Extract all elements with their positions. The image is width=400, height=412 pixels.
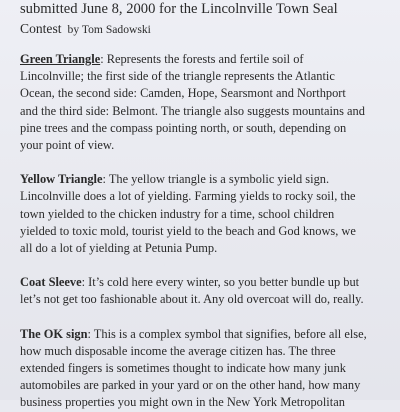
paragraph-line: Lincolnville does a lot of yielding. Farming yields to rocky soil, the bbox=[20, 189, 356, 204]
paragraph-line: pine trees and the compass pointing north, or south, depending on bbox=[20, 120, 347, 135]
paragraph-line: Lincolnville; the first side of the triangle represents the Atlantic bbox=[20, 69, 335, 84]
paragraph-green-triangle bbox=[20, 51, 396, 154]
contest-line bbox=[20, 19, 396, 39]
paragraph-label: Coat Sleeve bbox=[20, 275, 82, 290]
paragraph-line: how much disposable income the average citizen has. The three bbox=[20, 343, 336, 358]
paragraph-line: and the third side: Belmont. The triangle also suggests mountains and bbox=[20, 103, 365, 118]
paragraph-line: extended fingers is sometimes thought to indicate how many junk bbox=[20, 361, 346, 376]
paragraph-label: The OK sign bbox=[20, 326, 88, 341]
paragraph-yellow-triangle bbox=[20, 171, 396, 257]
contest-word: Contest bbox=[20, 21, 62, 36]
paragraph-line: business properties you might own in the New York Metropolitan bbox=[20, 395, 345, 410]
document-body bbox=[20, 0, 396, 412]
paragraph-text: : This is a complex symbol that signifies, before all else, bbox=[87, 326, 367, 341]
paragraph-first-line bbox=[20, 326, 396, 343]
submission-line: submitted June 8, 2000 for the Lincolnville Town Seal bbox=[20, 1, 338, 17]
author-byline: by Tom Sadowski bbox=[67, 23, 151, 36]
paragraph-line: town yielded to the chicken industry for a time, school children bbox=[20, 206, 335, 221]
paragraph-text: : Represents the forests and fertile soil of bbox=[100, 52, 304, 66]
paragraph-label: Green Triangle bbox=[20, 52, 101, 66]
paragraph-line: all do a lot of yielding at Petunia Pump. bbox=[20, 241, 218, 256]
paragraph-text: : The yellow triangle is a symbolic yield sign. bbox=[102, 172, 330, 187]
paragraph-text: : It’s cold here every winter, so you better bundle up but bbox=[81, 275, 360, 290]
paragraph-line: your point of view. bbox=[20, 138, 115, 153]
paragraph-label: Yellow Triangle bbox=[20, 172, 103, 187]
paragraph-first-line bbox=[20, 274, 396, 291]
paragraph-first-line bbox=[20, 171, 396, 188]
paragraph-ok-sign bbox=[20, 326, 396, 412]
paragraph-line: let’s not get too fashionable about it. Any old overcoat will do, really. bbox=[20, 292, 364, 307]
paragraph-line: automobiles are parked in your yard or on the other hand, how many bbox=[20, 378, 361, 393]
paragraph-line: Ocean, the second side: Camden, Hope, Searsmont and Northport bbox=[20, 86, 346, 101]
paragraph-line: yielded to toxic mold, tourist yield to the beach and God knows, we bbox=[20, 223, 356, 238]
paragraph-first-line bbox=[20, 51, 396, 68]
paragraph-coat-sleeve bbox=[20, 274, 396, 308]
